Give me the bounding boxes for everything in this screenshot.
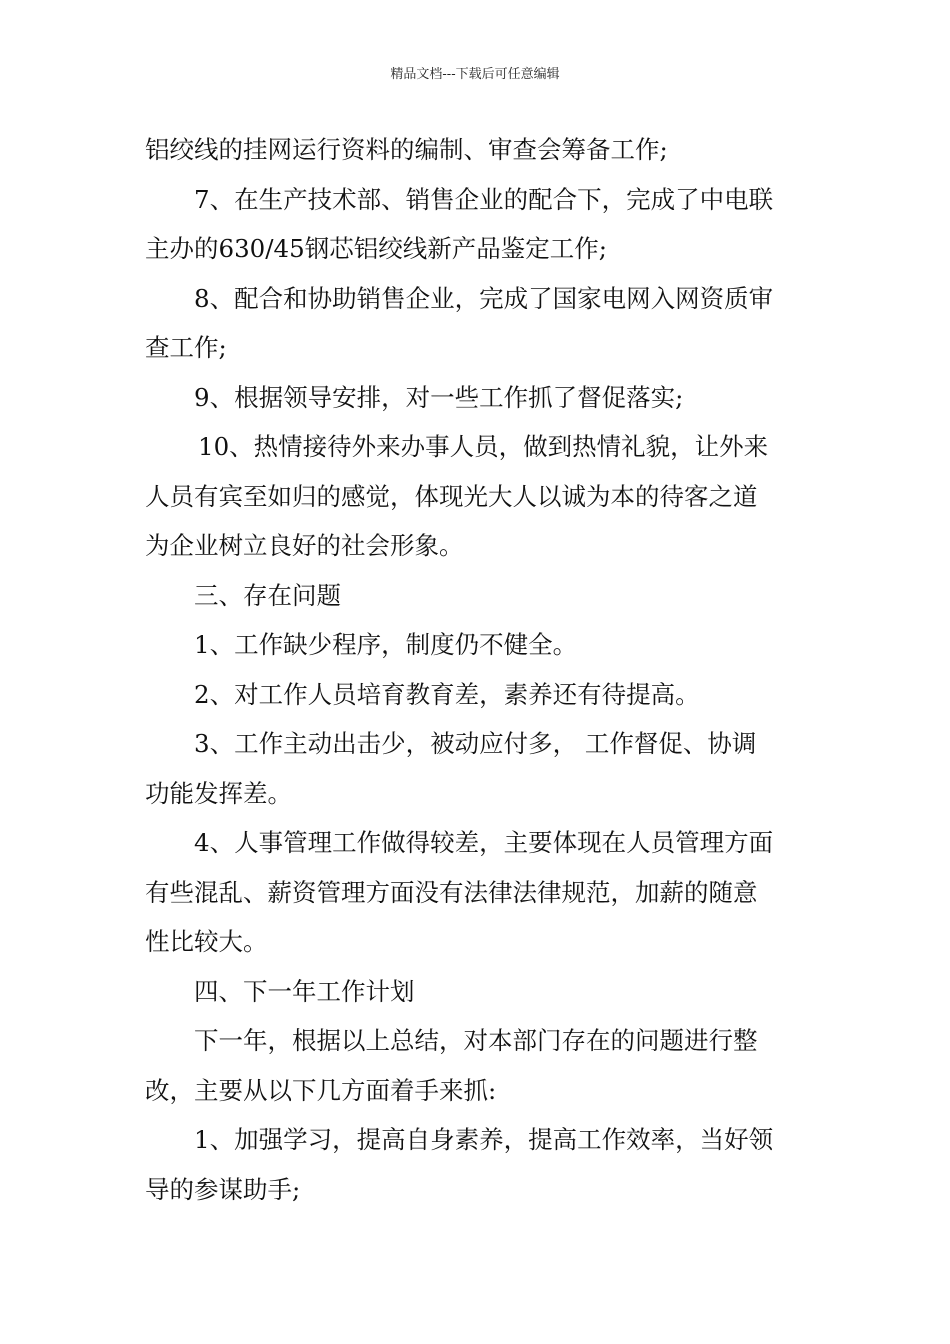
text-line: 1、工作缺少程序，制度仍不健全。 [194,630,578,659]
text-line: 4、人事管理工作做得较差，主要体现在人员管理方面 [194,828,774,857]
text-line: 查工作; [145,333,227,362]
text-line: 主办的630/45钢芯铝绞线新产品鉴定工作; [145,234,607,263]
text-line: 性比较大。 [145,927,268,956]
text-line: 铝绞线的挂网运行资料的编制、审查会筹备工作; [145,135,668,164]
text-line: 下一年，根据以上总结，对本部门存在的问题进行整 [194,1026,758,1055]
text-line: 2、对工作人员培育教育差，素养还有待提高。 [194,679,700,709]
text-line: 三、存在问题 [194,580,341,610]
text-line: 导的参谋助手; [145,1174,301,1204]
text-line: 9、根据领导安排，对一些工作抓了督促落实; [194,382,684,412]
page-header: 精品文档---下载后可任意编辑 [390,67,560,82]
text-line: 改，主要从以下几方面着手来抓: [145,1075,497,1105]
text-line: 人员有宾至如归的感觉，体现光大人以诚为本的待客之道 [145,481,758,511]
text-line: 四、下一年工作计划 [194,976,415,1006]
text-line: 3、工作主动出击少，被动应付多， 工作督促、协调 [194,729,757,758]
text-line: 1、加强学习，提高自身素养，提高工作效率，当好领 [194,1125,774,1154]
text-line: 有些混乱、薪资管理方面没有法律法律规范，加薪的随意 [145,877,758,907]
text-line: 为企业树立良好的社会形象。 [145,531,464,560]
text-line: 功能发挥差。 [145,778,292,808]
text-line: 10、热情接待外来办事人员，做到热情礼貌，让外来 [198,432,769,461]
document-body [145,125,811,1214]
text-line: 8、配合和协助销售企业，完成了国家电网入网资质审 [194,283,774,313]
text-line: 7、在生产技术部、销售企业的配合下，完成了中电联 [194,184,774,214]
